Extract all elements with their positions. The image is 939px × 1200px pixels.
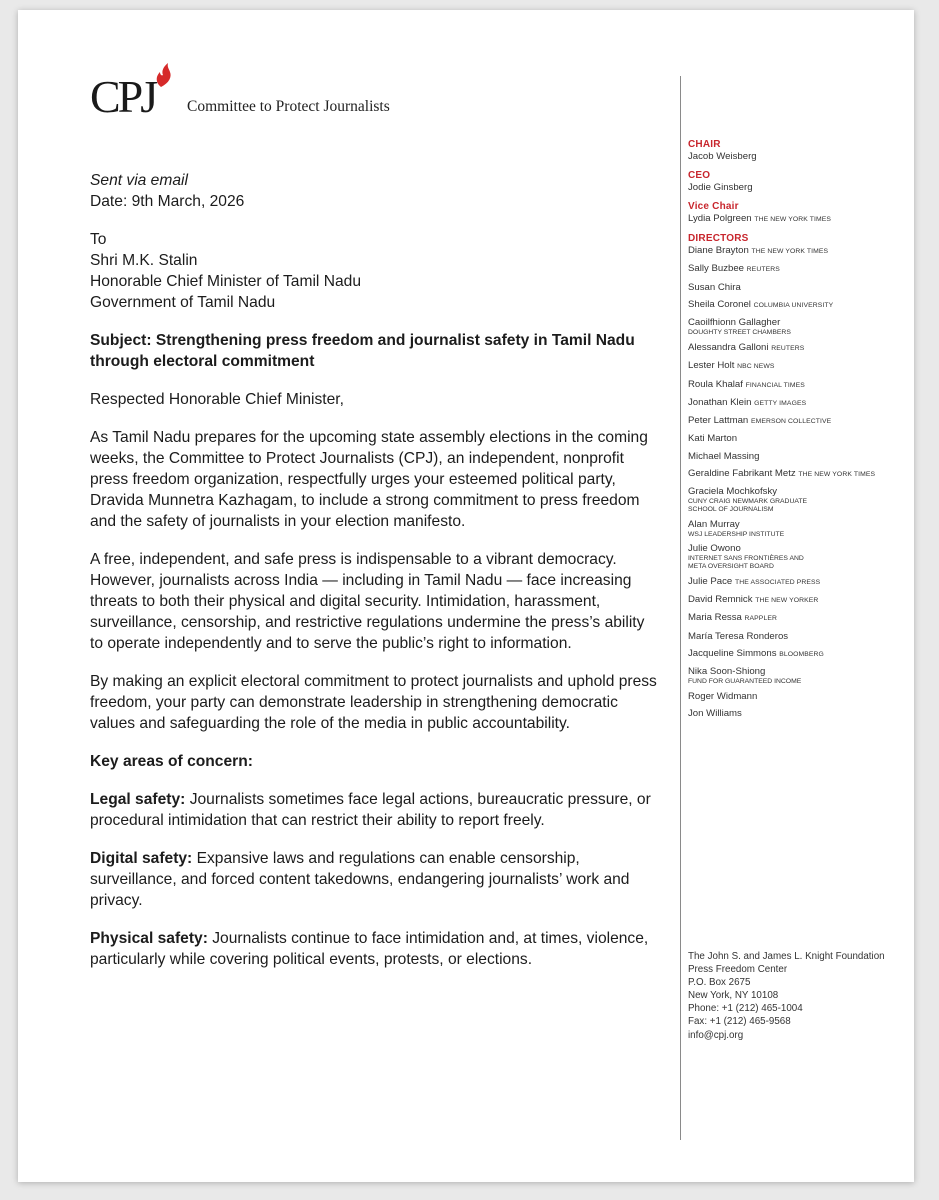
director-name: Sally Buzbee <box>688 263 744 275</box>
director-item <box>688 342 914 355</box>
chair-name: Jacob Weisberg <box>688 151 757 162</box>
director-name: Roula Khalaf <box>688 378 743 390</box>
letter-body <box>90 170 658 970</box>
director-item <box>688 360 914 373</box>
letter-page <box>18 10 914 1182</box>
address-block <box>688 950 885 1042</box>
paragraph: By making an explicit electoral commitment to protect journalists and uphold press freedom, your party can demonstrate leadership in strengthening democratic values and safeguarding the role of the media in public accountability. <box>90 673 657 732</box>
director-name: Lester Holt <box>688 360 735 372</box>
footer-line: P.O. Box 2675 <box>688 977 751 989</box>
director-name: Alan Murray <box>688 518 740 530</box>
director-item <box>688 263 914 276</box>
director-name: Maria Ressa <box>688 612 742 624</box>
flame-icon <box>152 62 172 88</box>
org-name: Committee to Protect Journalists <box>187 98 390 115</box>
director-item <box>688 468 914 481</box>
paragraph: As Tamil Nadu prepares for the upcoming state assembly elections in the coming weeks, the Committee to Protect Journalists (CPJ), an independent, nonprofit press freedom organization, respectfully urges your esteemed political party, Dravida Munnetra Kazhagam, to include a strong commitment to press freedom and the safety of journalists in your election manifesto. <box>90 429 648 530</box>
affiliation: GETTY IMAGES <box>754 399 807 407</box>
director-item <box>688 666 914 686</box>
address-line: Government of Tamil Nadu <box>90 294 276 311</box>
director-item <box>688 612 914 625</box>
director-name: Jonathan Klein <box>688 396 752 408</box>
affiliation: EMERSON COLLECTIVE <box>750 418 832 426</box>
director-item <box>688 519 914 539</box>
affiliation: WSJ LEADERSHIP INSTITUTE <box>688 530 785 538</box>
affiliation: NBC NEWS <box>737 363 775 371</box>
logo-mark: CPJ <box>90 71 156 122</box>
footer-line: Phone: +1 (212) 465-1004 <box>688 1003 803 1015</box>
director-name: Jon Williams <box>688 708 742 720</box>
director-name: David Remnick <box>688 594 753 606</box>
director-item <box>688 433 914 445</box>
address-line: To <box>90 231 107 248</box>
ceo-name: Jodie Ginsberg <box>688 182 753 193</box>
director-name: Julie Pace <box>688 575 733 587</box>
vice-chair-name: Lydia Polgreen THE NEW YORK TIMES <box>688 213 832 224</box>
sent-via: Sent via email <box>90 172 188 189</box>
director-name: Nika Soon-Shiong <box>688 666 766 678</box>
affiliation: CUNY CRAIG NEWMARK GRADUATE <box>688 498 808 506</box>
footer-email: info@cpj.org <box>688 1029 744 1041</box>
director-name: Kati Marton <box>688 433 738 445</box>
affiliation: COLUMBIA UNIVERSITY <box>753 301 834 309</box>
director-name: Jacqueline Simmons <box>688 647 777 659</box>
director-item <box>688 299 914 312</box>
affiliation: BLOOMBERG <box>779 650 824 658</box>
role-chair: CHAIR <box>688 139 721 150</box>
director-item <box>688 317 914 337</box>
director-name: Susan Chira <box>688 281 741 293</box>
address-line: Honorable Chief Minister of Tamil Nadu <box>90 273 361 290</box>
director-item <box>688 379 914 392</box>
affiliation: INTERNET SANS FRONTIÈRES AND <box>688 555 804 563</box>
director-item <box>688 486 914 513</box>
director-name: Alessandra Galloni <box>688 341 769 353</box>
affiliation: THE NEW YORK TIMES <box>751 248 829 255</box>
concern-item <box>90 928 658 970</box>
affiliation: REUTERS <box>771 344 805 352</box>
footer-line: The John S. and James L. Knight Foundation <box>688 951 885 962</box>
affiliation: THE NEW YORKER <box>755 597 819 605</box>
concern-item <box>90 789 658 831</box>
director-name: Sheila Coronel <box>688 298 751 310</box>
director-item <box>688 576 914 589</box>
paragraph: A free, independent, and safe press is indispensable to a vibrant democracy. However, journalists across India — including in Tamil Nadu — face increasing threats to both their physical and digital security. Intimidation, harassment, surveillance, censorship, and restrictive regulations undermine the press’s ability to operate independently and to serve the public’s right to information. <box>90 551 645 652</box>
footer-line: Press Freedom Center <box>688 964 788 976</box>
director-name: Julie Owono <box>688 543 741 555</box>
director-name: Roger Widmann <box>688 691 758 703</box>
concern-label: Legal safety: <box>90 791 186 808</box>
affiliation: FINANCIAL TIMES <box>745 381 805 389</box>
directors-list <box>688 245 914 720</box>
concern-text: Expansive laws and regulations can enable censorship, surveillance, and forced content takedowns, endangering journalists’ work and privacy. <box>90 850 630 909</box>
role-vice-chair: Vice Chair <box>688 201 739 212</box>
director-item <box>688 282 914 294</box>
affiliation: REUTERS <box>746 266 780 274</box>
footer-line: New York, NY 10108 <box>688 990 779 1002</box>
divider-line <box>680 76 681 1140</box>
director-item <box>688 708 914 720</box>
director-item <box>688 397 914 410</box>
concern-text: Journalists continue to face intimidation and, at times, violence, particularly while covering political events, protests, or elections. <box>90 930 649 968</box>
affiliation: DOUGHTY STREET CHAMBERS <box>688 329 791 337</box>
director-item <box>688 648 914 661</box>
affiliation: THE ASSOCIATED PRESS <box>734 578 821 586</box>
affiliation: RAPPLER <box>744 615 777 623</box>
affiliation: META OVERSIGHT BOARD <box>688 562 774 570</box>
concern-item <box>90 848 658 911</box>
director-name: Geraldine Fabrikant Metz <box>688 468 796 480</box>
concern-text: Journalists sometimes face legal actions, bureaucratic pressure, or procedural intimidation that can restrict their ability to report freely. <box>90 791 651 829</box>
salutation: Respected Honorable Chief Minister, <box>90 391 344 408</box>
letter-date: Date: 9th March, 2026 <box>90 193 245 210</box>
concern-label: Digital safety: <box>90 850 193 867</box>
affiliation: THE NEW YORK TIMES <box>754 216 832 223</box>
director-item <box>688 543 914 570</box>
director-item <box>688 631 914 643</box>
affiliation: FUND FOR GUARANTEED INCOME <box>688 678 802 686</box>
director-item <box>688 415 914 428</box>
affiliation: THE NEW YORK TIMES <box>798 471 876 479</box>
role-ceo: CEO <box>688 170 711 181</box>
director-name: Graciela Mochkofsky <box>688 486 778 498</box>
director-name: Caoilfhionn Gallagher <box>688 317 781 329</box>
director-item <box>688 594 914 607</box>
director-name: Michael Massing <box>688 450 760 462</box>
director-item <box>688 451 914 463</box>
role-directors: DIRECTORS <box>688 233 749 244</box>
footer-line: Fax: +1 (212) 465-9568 <box>688 1016 791 1028</box>
address-line: Shri M.K. Stalin <box>90 252 198 269</box>
concern-label: Physical safety: <box>90 930 208 947</box>
concerns-heading: Key areas of concern: <box>90 753 253 770</box>
director-item <box>688 245 914 258</box>
letter-subject: Subject: Strengthening press freedom and journalist safety in Tamil Nadu through electoral commitment <box>90 332 635 370</box>
director-item <box>688 691 914 703</box>
director-name: María Teresa Ronderos <box>688 630 789 642</box>
director-name: Peter Lattman <box>688 415 749 427</box>
affiliation: SCHOOL OF JOURNALISM <box>688 505 774 513</box>
board-sidebar <box>688 139 914 726</box>
director-name: Diane Brayton <box>688 245 749 256</box>
